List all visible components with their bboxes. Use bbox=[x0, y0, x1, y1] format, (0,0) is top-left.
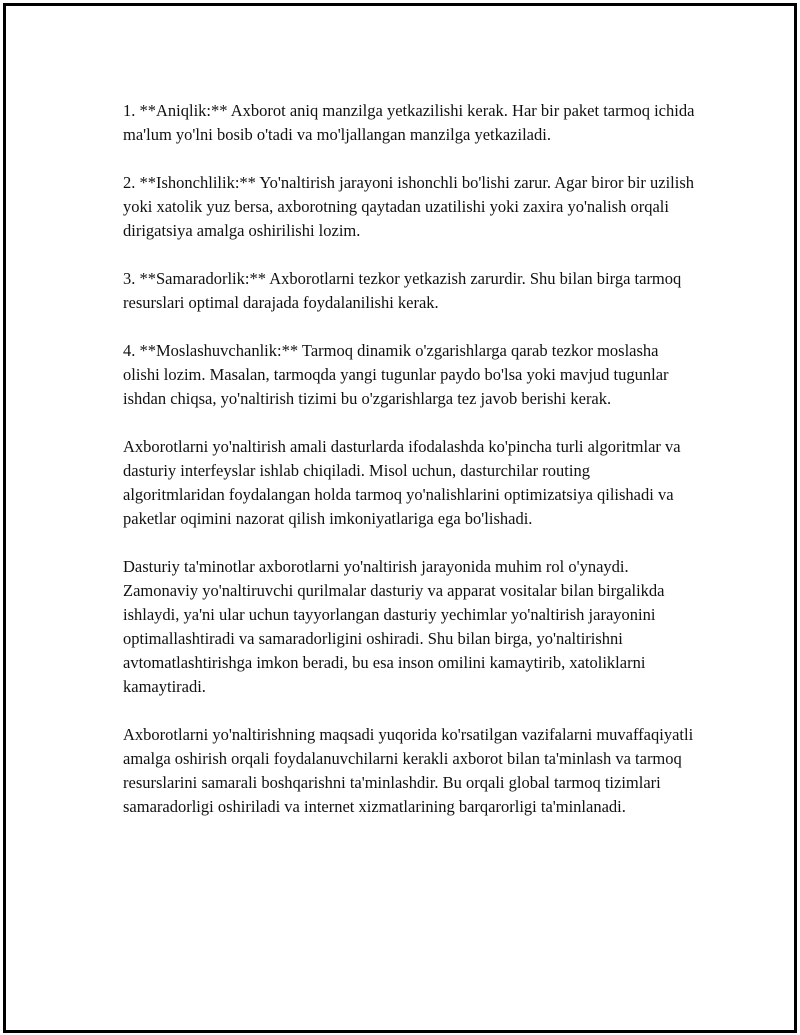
list-item-samaradorlik: 3. **Samaradorlik:** Axborotlarni tezkor yetkazish zarurdir. Shu bilan birga tarmoq resurslari optimal darajada foydalanilishi kerak. bbox=[123, 269, 682, 312]
document-body bbox=[123, 99, 695, 843]
list-item-ishonchlilik: 2. **Ishonchlilik:** Yo'naltirish jarayoni ishonchli bo'lishi zarur. Agar biror bir uzilish yoki xatolik yuz bersa, axborotning qaytadan uzatilishi yoki zaxira yo'nalish orqali dirigatsiya amalga oshirilishi lozim. bbox=[123, 173, 695, 240]
paragraph-software: Dasturiy ta'minotlar axborotlarni yo'naltirish jarayonida muhim rol o'ynaydi. Zamonaviy yo'naltiruvchi qurilmalar dasturiy va apparat vositalar bilan birgalikda ishlaydi, ya'ni ular uchun tayyorlangan dasturiy yechimlar yo'naltirish jarayonini optimallashtiradi va samaradorligini oshiradi. Shu bilan birga, yo'naltirishni avtomatlashtirishga imkon beradi, bu esa inson omilini kamaytirib, xatoliklarni kamaytiradi. bbox=[123, 557, 665, 696]
list-item-aniqlik: 1. **Aniqlik:** Axborot aniq manzilga yetkazilishi kerak. Har bir paket tarmoq ichida ma'lum yo'lni bosib o'tadi va mo'ljallangan manzilga yetkaziladi. bbox=[123, 101, 695, 144]
list-item-moslashuvchanlik: 4. **Moslashuvchanlik:** Tarmoq dinamik o'zgarishlarga qarab tezkor moslasha olishi lozim. Masalan, tarmoqda yangi tugunlar paydo bo'lsa yoki mavjud tugunlar ishdan chiqsa, yo'naltirish tizimi bu o'zgarishlarga tez javob berishi kerak. bbox=[123, 341, 669, 408]
paragraph-algorithms: Axborotlarni yo'naltirish amali dasturlarda ifodalashda ko'pincha turli algoritmlar va dasturiy interfeyslar ishlab chiqiladi. Misol uchun, dasturchilar routing algoritmlaridan foydalangan holda tarmoq yo'nalishlarini optimizatsiya qilishadi va paketlar oqimini nazorat qilish imkoniyatlariga ega bo'lishadi. bbox=[123, 437, 681, 528]
page-border bbox=[3, 3, 797, 1033]
paragraph-goal: Axborotlarni yo'naltirishning maqsadi yuqorida ko'rsatilgan vazifalarni muvaffaqiyatli amalga oshirish orqali foydalanuvchilarni kerakli axborot bilan ta'minlash va tarmoq resurslarini samarali boshqarishni ta'minlashdir. Bu orqali global tarmoq tizimlari samaradorligi oshiriladi va internet xizmatlarining barqarorligi ta'minlanadi. bbox=[123, 725, 694, 816]
